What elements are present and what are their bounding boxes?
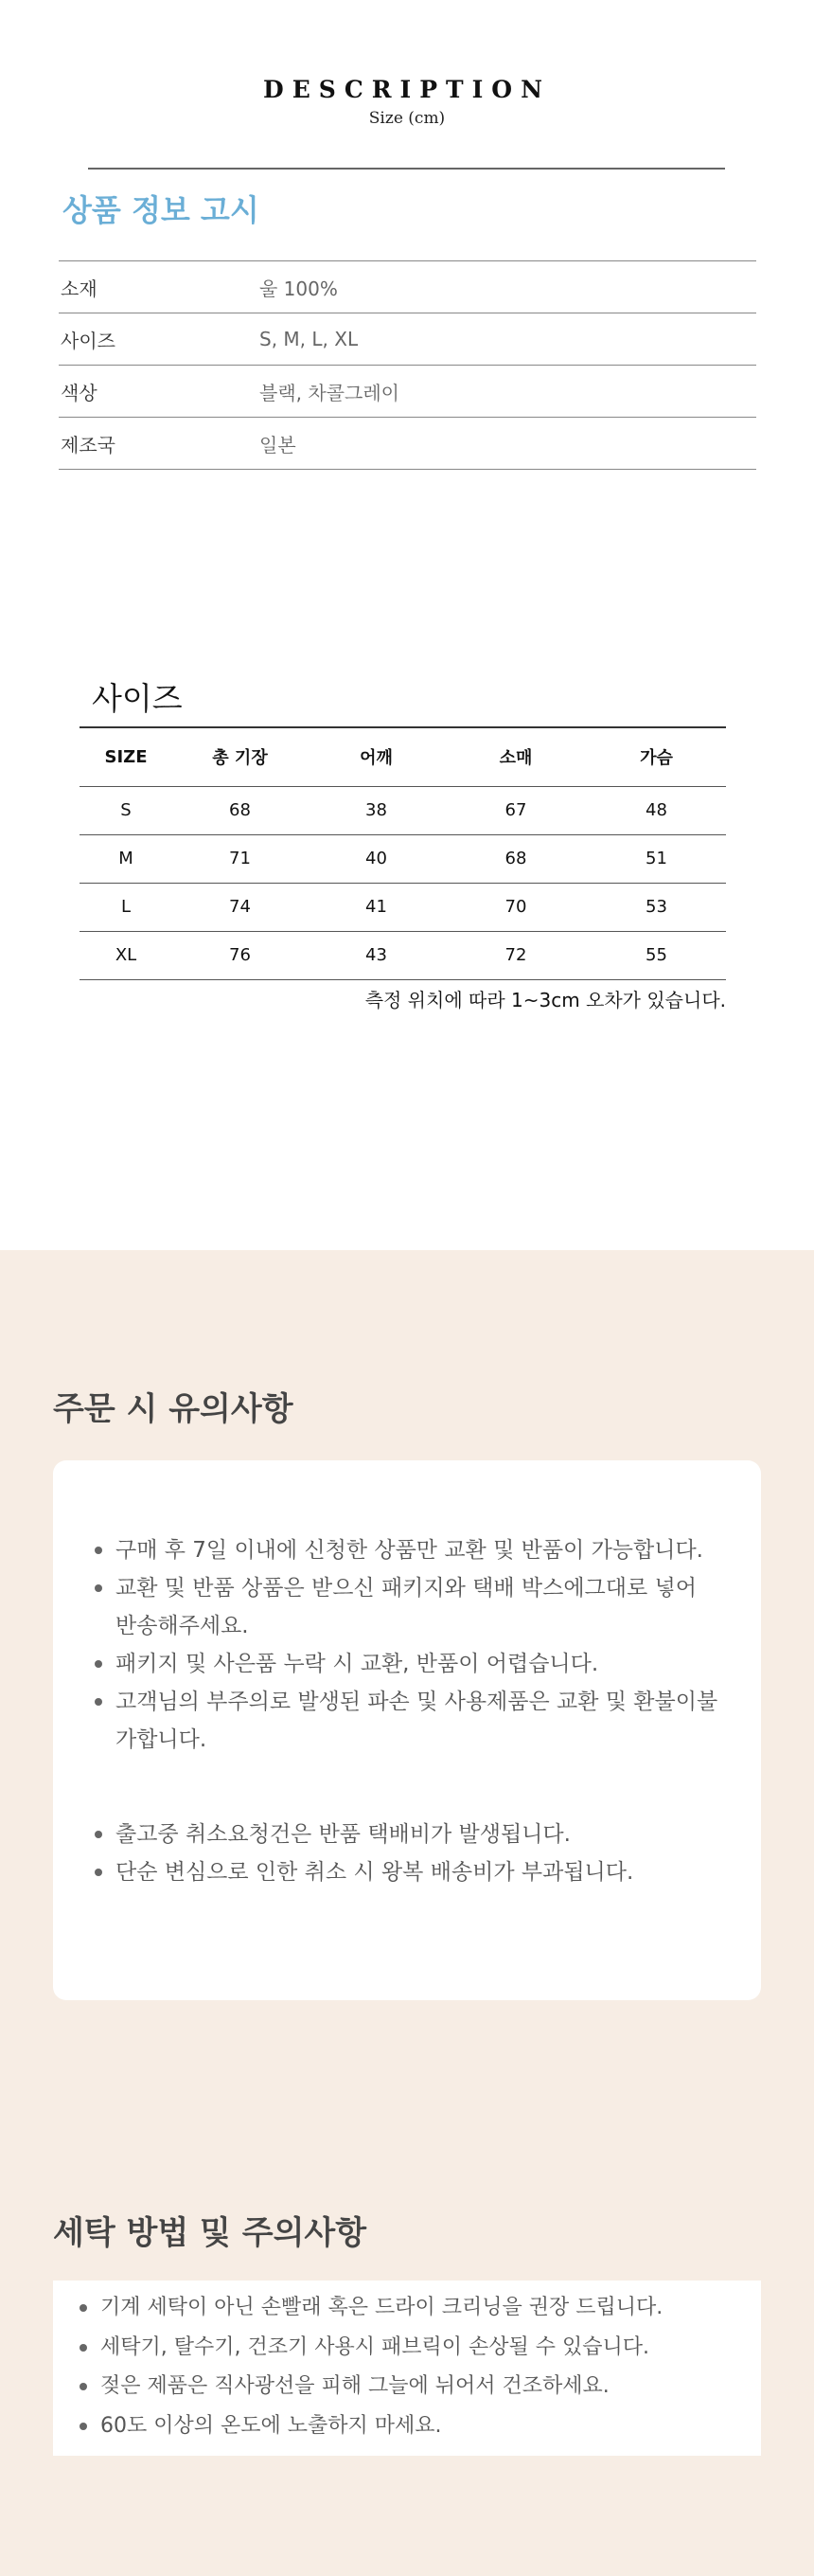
description-subtitle: Size (cm)	[368, 109, 446, 128]
bullet-icon	[80, 2344, 87, 2352]
info-value: 블랙, 차콜그레이	[259, 381, 399, 404]
list-item-text: 젖은 제품은 직사광선을 피해 그늘에 뉘어서 건조하세요.	[100, 2374, 610, 2398]
info-row-origin	[59, 418, 756, 470]
info-value: S, M, L, XL	[259, 328, 359, 350]
info-value: 일본	[259, 433, 296, 456]
table-row	[80, 786, 726, 834]
bullet-icon	[95, 1869, 102, 1876]
washing-list	[53, 2288, 761, 2445]
size-cell: L	[80, 883, 172, 931]
info-row-color	[59, 366, 756, 418]
size-header-cell: 어깨	[308, 727, 445, 786]
product-info-table	[59, 260, 756, 470]
size-cell: 55	[587, 931, 726, 979]
size-header-cell: SIZE	[80, 727, 172, 786]
size-header-cell: 소매	[445, 727, 587, 786]
size-cell: XL	[80, 931, 172, 979]
bullet-icon	[80, 2383, 87, 2390]
order-notice-list	[53, 1531, 761, 1759]
info-value: 울 100%	[259, 277, 338, 300]
list-item	[53, 2288, 761, 2328]
description-header	[0, 76, 814, 128]
washing-card	[53, 2281, 761, 2456]
list-item-text: 단순 변심으로 인한 취소 시 왕복 배송비가 부과됩니다.	[115, 1860, 634, 1885]
bullet-icon	[95, 1660, 102, 1668]
table-row	[80, 883, 726, 931]
size-cell: 48	[587, 786, 726, 834]
size-table	[80, 726, 726, 980]
size-table-title: 사이즈	[92, 680, 183, 717]
description-divider	[88, 168, 725, 170]
list-item	[53, 2328, 761, 2368]
size-header-cell: 가슴	[587, 727, 726, 786]
list-item-text: 구매 후 7일 이내에 신청한 상품만 교환 및 반품이 가능합니다.	[115, 1538, 703, 1563]
list-item	[53, 2406, 761, 2446]
info-row-material	[59, 261, 756, 313]
bullet-icon	[95, 1831, 102, 1838]
info-key: 사이즈	[61, 329, 115, 352]
size-cell: 71	[172, 834, 308, 883]
size-cell: 53	[587, 883, 726, 931]
list-item	[53, 1683, 761, 1759]
list-item-text: 기계 세탁이 아닌 손빨래 혹은 드라이 크리닝을 권장 드립니다.	[100, 2296, 664, 2319]
size-cell: M	[80, 834, 172, 883]
size-cell: 43	[308, 931, 445, 979]
info-key: 색상	[61, 381, 97, 404]
table-row	[80, 834, 726, 883]
size-cell: 38	[308, 786, 445, 834]
size-cell: 76	[172, 931, 308, 979]
size-cell: 72	[445, 931, 587, 979]
list-item-text: 세탁기, 탈수기, 건조기 사용시 패브릭이 손상될 수 있습니다.	[100, 2334, 649, 2359]
list-item	[53, 1853, 761, 1891]
list-item	[53, 1531, 761, 1569]
washing-title: 세탁 방법 및 주의사항	[53, 2214, 367, 2252]
table-row	[80, 931, 726, 979]
size-cell: 70	[445, 883, 587, 931]
size-cell: 41	[308, 883, 445, 931]
size-header-cell: 총 기장	[172, 727, 308, 786]
list-item	[53, 1816, 761, 1853]
size-table-header-row	[80, 727, 726, 786]
product-info-title: 상품 정보 고시	[62, 192, 259, 228]
list-item	[53, 2367, 761, 2406]
info-key: 소재	[61, 277, 97, 300]
bullet-icon	[80, 2304, 87, 2312]
order-cancel-list	[53, 1816, 761, 1891]
list-item-text: 고객님의 부주의로 발생된 파손 및 사용제품은 교환 및 환불이불가합니다.	[115, 1690, 718, 1752]
list-item	[53, 1645, 761, 1683]
list-item-text: 패키지 및 사은품 누락 시 교환, 반품이 어렵습니다.	[115, 1652, 599, 1676]
size-measurement-note: 측정 위치에 따라 1~3cm 오차가 있습니다.	[364, 989, 726, 1011]
list-item-text: 출고중 취소요청건은 반품 택배비가 발생됩니다.	[115, 1822, 571, 1847]
bullet-icon	[95, 1584, 102, 1592]
order-notice-title: 주문 시 유의사항	[53, 1390, 293, 1428]
bullet-icon	[80, 2423, 87, 2430]
size-cell: 74	[172, 883, 308, 931]
list-item-text: 60도 이상의 온도에 노출하지 마세요.	[100, 2413, 442, 2438]
size-cell: 68	[445, 834, 587, 883]
description-title: DESCRIPTION	[263, 76, 551, 103]
size-cell: S	[80, 786, 172, 834]
size-cell: 68	[172, 786, 308, 834]
bullet-icon	[95, 1698, 102, 1706]
order-notice-card	[53, 1460, 761, 2000]
list-item	[53, 1569, 761, 1645]
info-row-size	[59, 313, 756, 366]
size-cell: 40	[308, 834, 445, 883]
info-key: 제조국	[61, 433, 115, 456]
size-cell: 67	[445, 786, 587, 834]
bullet-icon	[95, 1547, 102, 1554]
size-cell: 51	[587, 834, 726, 883]
list-item-text: 교환 및 반품 상품은 받으신 패키지와 택배 박스에그대로 넣어 반송해주세요.	[115, 1576, 697, 1638]
